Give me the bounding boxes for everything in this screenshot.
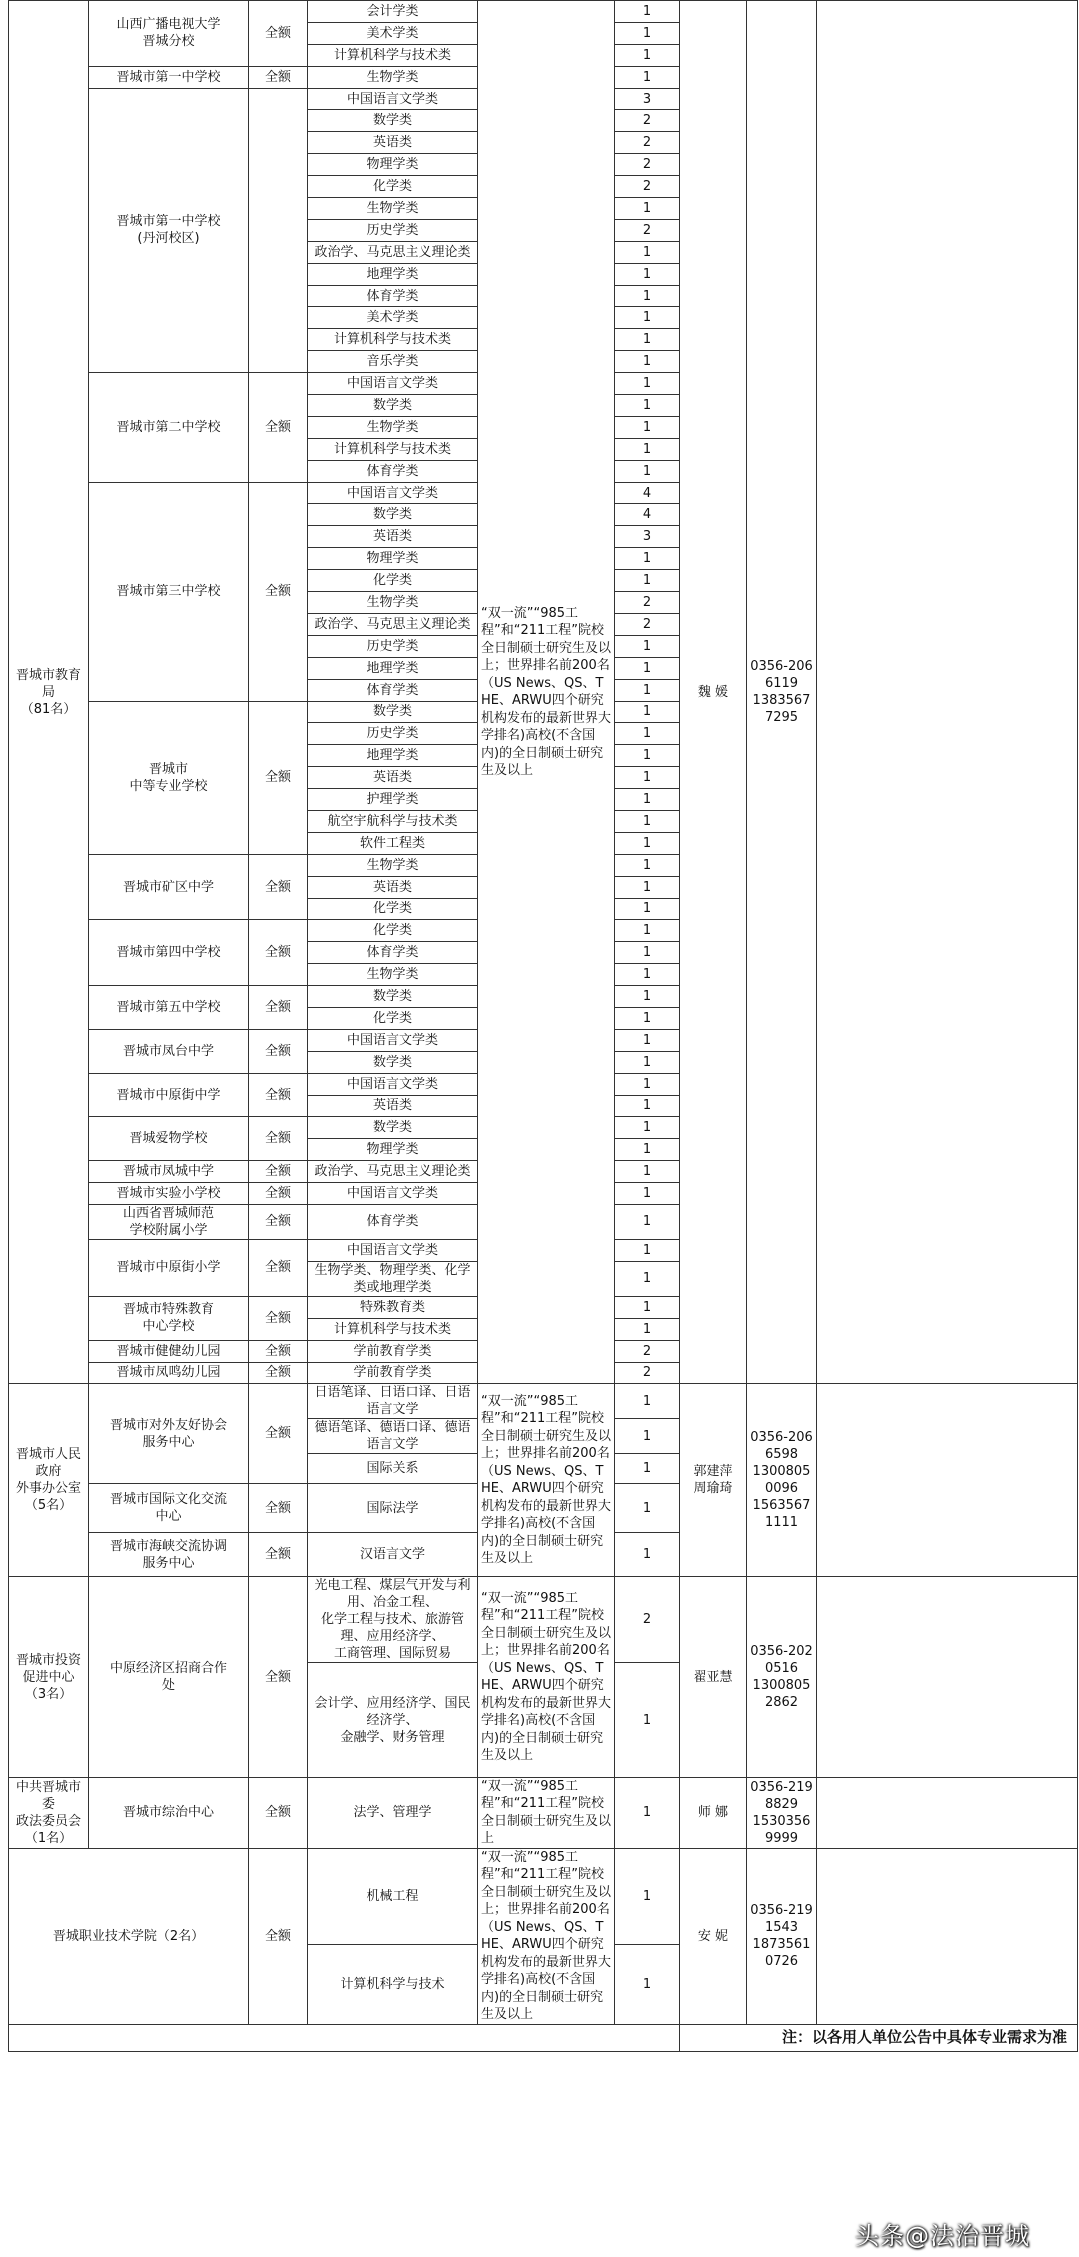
quota-cell: 1 xyxy=(615,1777,680,1848)
major-cell: 化学类 xyxy=(308,1007,478,1029)
contact-cell: 郭建萍 周瑜琦 xyxy=(680,1384,747,1577)
blank-cell xyxy=(817,1777,1078,1848)
funding-type-cell: 全额 xyxy=(249,1161,308,1183)
major-cell: 日语笔译、日语口译、日语语言文学 xyxy=(308,1384,478,1419)
major-cell: 计算机科学与技术类 xyxy=(308,329,478,351)
school-name-cell: 晋城市第一中学校 (丹河校区) xyxy=(89,88,249,373)
funding-type-cell: 全额 xyxy=(249,1384,308,1484)
quota-cell: 1 xyxy=(615,657,680,679)
major-cell: 光电工程、煤层气开发与利用、冶金工程、 化学工程与技术、旅游管理、应用经济学、 工商管理、国际贸易 xyxy=(308,1577,478,1663)
funding-type-cell: 全额 xyxy=(249,1577,308,1778)
contact-cell: 翟亚慧 xyxy=(680,1577,747,1778)
phone-cell: 0356-2191543 18735610726 xyxy=(747,1848,817,2024)
major-cell: 计算机科学与技术 xyxy=(308,1945,478,2025)
school-name-cell: 晋城市凤台中学 xyxy=(89,1029,249,1073)
contact-cell: 师 娜 xyxy=(680,1777,747,1848)
quota-cell: 2 xyxy=(615,132,680,154)
quota-cell: 1 xyxy=(615,1139,680,1161)
school-name-cell: 晋城市第二中学校 xyxy=(89,373,249,482)
quota-cell: 1 xyxy=(615,1073,680,1095)
major-cell: 中国语言文学类 xyxy=(308,1239,478,1261)
quota-cell: 1 xyxy=(615,1296,680,1318)
quota-cell: 1 xyxy=(615,1051,680,1073)
school-name-cell: 晋城爱物学校 xyxy=(89,1117,249,1161)
quota-cell: 1 xyxy=(615,679,680,701)
major-cell: 生物学类 xyxy=(308,964,478,986)
quota-cell: 1 xyxy=(615,1161,680,1183)
phone-cell: 0356-2066598 13008050096 15635671111 xyxy=(747,1384,817,1577)
contact-cell: 安 妮 xyxy=(680,1848,747,2024)
school-name-cell: 晋城市第四中学校 xyxy=(89,920,249,986)
quota-cell: 1 xyxy=(615,44,680,66)
major-cell: 生物学类 xyxy=(308,66,478,88)
major-cell: 地理学类 xyxy=(308,263,478,285)
school-name-cell: 晋城市第五中学校 xyxy=(89,986,249,1030)
funding-type-cell: 全额 xyxy=(249,701,308,854)
major-cell: 机械工程 xyxy=(308,1848,478,1945)
school-name-cell: 山西省晋城师范 学校附属小学 xyxy=(89,1204,249,1239)
funding-type-cell: 全额 xyxy=(249,373,308,482)
requirement-cell: “双一流”“985工程”和“211工程”院校全日制硕士研究生及以上；世界排名前200名（US News、QS、THE、ARWU四个研究机构发布的最新世界大学排名)高校(不含国内)的全日制硕士研究生及以上 xyxy=(478,1,615,1384)
table-row xyxy=(9,1777,1078,1848)
blank-cell xyxy=(817,1,1078,1384)
major-cell: 国际法学 xyxy=(308,1484,478,1532)
major-cell: 地理学类 xyxy=(308,657,478,679)
phone-cell: 0356-2020516 13008052862 xyxy=(747,1577,817,1778)
funding-type-cell xyxy=(249,88,308,373)
quota-cell: 1 xyxy=(615,66,680,88)
school-name-cell: 晋城市凤鸣幼儿园 xyxy=(89,1362,249,1384)
quota-cell: 1 xyxy=(615,986,680,1008)
quota-cell: 1 xyxy=(615,1183,680,1205)
quota-cell: 4 xyxy=(615,482,680,504)
major-cell: 英语类 xyxy=(308,1095,478,1117)
major-cell: 数学类 xyxy=(308,395,478,417)
requirement-cell: “双一流”“985工程”和“211工程”院校全日制硕士研究生及以上；世界排名前200名（US News、QS、THE、ARWU四个研究机构发布的最新世界大学排名)高校(不含国内)的全日制硕士研究生及以上 xyxy=(478,1384,615,1577)
funding-type-cell: 全额 xyxy=(249,482,308,701)
major-cell: 生物学类 xyxy=(308,592,478,614)
quota-cell: 1 xyxy=(615,832,680,854)
funding-type-cell: 全额 xyxy=(249,1484,308,1532)
major-cell: 数学类 xyxy=(308,1117,478,1139)
major-cell: 汉语言文学 xyxy=(308,1532,478,1577)
major-cell: 音乐学类 xyxy=(308,351,478,373)
funding-type-cell: 全额 xyxy=(249,1073,308,1117)
major-cell: 体育学类 xyxy=(308,285,478,307)
major-cell: 计算机科学与技术类 xyxy=(308,44,478,66)
major-cell: 德语笔译、德语口译、德语语言文学 xyxy=(308,1419,478,1454)
requirement-cell: “双一流”“985工程”和“211工程”院校全日制硕士研究生及以上 xyxy=(478,1777,615,1848)
quota-cell: 1 xyxy=(615,723,680,745)
quota-cell: 2 xyxy=(615,1362,680,1384)
major-cell: 化学类 xyxy=(308,920,478,942)
quota-cell: 1 xyxy=(615,351,680,373)
major-cell: 化学类 xyxy=(308,176,478,198)
school-name-cell: 晋城市中原街小学 xyxy=(89,1239,249,1296)
quota-cell: 1 xyxy=(615,1848,680,1945)
funding-type-cell: 全额 xyxy=(249,66,308,88)
quota-cell: 1 xyxy=(615,438,680,460)
major-cell: 物理学类 xyxy=(308,548,478,570)
quota-cell: 2 xyxy=(615,154,680,176)
blank-cell xyxy=(817,1848,1078,2024)
quota-cell: 2 xyxy=(615,110,680,132)
quota-cell: 1 xyxy=(615,1204,680,1239)
funding-type-cell: 全额 xyxy=(249,854,308,920)
funding-type-cell: 全额 xyxy=(249,986,308,1030)
funding-type-cell: 全额 xyxy=(249,1117,308,1161)
major-cell: 生物学类 xyxy=(308,416,478,438)
funding-type-cell: 全额 xyxy=(249,920,308,986)
major-cell: 历史学类 xyxy=(308,723,478,745)
major-cell: 美术学类 xyxy=(308,307,478,329)
quota-cell: 1 xyxy=(615,1663,680,1778)
major-cell: 政治学、马克思主义理论类 xyxy=(308,241,478,263)
school-name-cell: 晋城市第一中学校 xyxy=(89,66,249,88)
quota-cell: 1 xyxy=(615,395,680,417)
major-cell: 英语类 xyxy=(308,526,478,548)
quota-cell: 1 xyxy=(615,876,680,898)
school-name-cell: 晋城市特殊教育 中心学校 xyxy=(89,1296,249,1340)
major-cell: 中国语言文学类 xyxy=(308,482,478,504)
quota-cell: 1 xyxy=(615,1419,680,1454)
major-cell: 美术学类 xyxy=(308,22,478,44)
quota-cell: 1 xyxy=(615,789,680,811)
school-name-cell: 晋城市综治中心 xyxy=(89,1777,249,1848)
funding-type-cell: 全额 xyxy=(249,1204,308,1239)
major-cell: 生物学类 xyxy=(308,198,478,220)
funding-type-cell: 全额 xyxy=(249,1532,308,1577)
quota-cell: 1 xyxy=(615,416,680,438)
table-row xyxy=(9,1,1078,23)
major-cell: 会计学、应用经济学、国民经济学、 金融学、财务管理 xyxy=(308,1663,478,1778)
quota-cell: 1 xyxy=(615,1007,680,1029)
school-name-cell: 晋城市海峡交流协调 服务中心 xyxy=(89,1532,249,1577)
phone-cell: 0356-2066119 13835677295 xyxy=(747,1,817,1384)
major-cell: 政治学、马克思主义理论类 xyxy=(308,613,478,635)
quota-cell: 2 xyxy=(615,613,680,635)
school-name-cell: 晋城市中原街中学 xyxy=(89,1073,249,1117)
major-cell: 生物学类、物理学类、化学类或地理学类 xyxy=(308,1261,478,1296)
major-cell: 物理学类 xyxy=(308,1139,478,1161)
unit-name-cell: 晋城市人民政府 外事办公室 （5名） xyxy=(9,1384,89,1577)
major-cell: 法学、管理学 xyxy=(308,1777,478,1848)
recruitment-table xyxy=(8,0,1078,2052)
footnote-row xyxy=(9,2024,1078,2051)
major-cell: 英语类 xyxy=(308,132,478,154)
major-cell: 护理学类 xyxy=(308,789,478,811)
school-name-cell: 中原经济区招商合作 处 xyxy=(89,1577,249,1778)
unit-name-cell: 中共晋城市委 政法委员会 （1名） xyxy=(9,1777,89,1848)
quota-cell: 1 xyxy=(615,898,680,920)
quota-cell: 3 xyxy=(615,88,680,110)
quota-cell: 1 xyxy=(615,1117,680,1139)
quota-cell: 1 xyxy=(615,241,680,263)
school-name-cell: 晋城市健健幼儿园 xyxy=(89,1340,249,1362)
footnote-blank xyxy=(9,2024,680,2051)
major-cell: 物理学类 xyxy=(308,154,478,176)
major-cell: 数学类 xyxy=(308,110,478,132)
quota-cell: 1 xyxy=(615,285,680,307)
quota-cell: 1 xyxy=(615,198,680,220)
major-cell: 学前教育学类 xyxy=(308,1362,478,1384)
quota-cell: 1 xyxy=(615,1454,680,1484)
table-row xyxy=(9,1848,1078,1945)
major-cell: 历史学类 xyxy=(308,219,478,241)
quota-cell: 1 xyxy=(615,373,680,395)
funding-type-cell: 全额 xyxy=(249,1777,308,1848)
quota-cell: 1 xyxy=(615,1239,680,1261)
funding-type-cell: 全额 xyxy=(249,1029,308,1073)
quota-cell: 1 xyxy=(615,1318,680,1340)
contact-cell: 魏 媛 xyxy=(680,1,747,1384)
quota-cell: 1 xyxy=(615,745,680,767)
major-cell: 体育学类 xyxy=(308,460,478,482)
funding-type-cell: 全额 xyxy=(249,1183,308,1205)
major-cell: 英语类 xyxy=(308,876,478,898)
funding-type-cell: 全额 xyxy=(249,1,308,67)
quota-cell: 2 xyxy=(615,1577,680,1663)
unit-name-cell: 晋城职业技术学院（2名） xyxy=(9,1848,249,2024)
quota-cell: 1 xyxy=(615,1029,680,1051)
school-name-cell: 晋城市凤城中学 xyxy=(89,1161,249,1183)
quota-cell: 1 xyxy=(615,701,680,723)
funding-type-cell: 全额 xyxy=(249,1848,308,2024)
major-cell: 中国语言文学类 xyxy=(308,1183,478,1205)
quota-cell: 2 xyxy=(615,592,680,614)
funding-type-cell: 全额 xyxy=(249,1296,308,1340)
major-cell: 航空宇航科学与技术类 xyxy=(308,810,478,832)
quota-cell: 1 xyxy=(615,635,680,657)
school-name-cell: 山西广播电视大学 晋城分校 xyxy=(89,1,249,67)
school-name-cell: 晋城市矿区中学 xyxy=(89,854,249,920)
quota-cell: 2 xyxy=(615,1340,680,1362)
watermark-text: 头条@法治晋城 xyxy=(855,2222,1030,2250)
quota-cell: 1 xyxy=(615,460,680,482)
unit-name-cell: 晋城市投资 促进中心 （3名） xyxy=(9,1577,89,1778)
quota-cell: 1 xyxy=(615,1945,680,2025)
requirement-cell: “双一流”“985工程”和“211工程”院校全日制硕士研究生及以上；世界排名前200名（US News、QS、THE、ARWU四个研究机构发布的最新世界大学排名)高校(不含国内)的全日制硕士研究生及以上 xyxy=(478,1848,615,2024)
funding-type-cell: 全额 xyxy=(249,1362,308,1384)
quota-cell: 1 xyxy=(615,1,680,23)
major-cell: 化学类 xyxy=(308,898,478,920)
major-cell: 数学类 xyxy=(308,701,478,723)
quota-cell: 1 xyxy=(615,22,680,44)
quota-cell: 1 xyxy=(615,1532,680,1577)
major-cell: 生物学类 xyxy=(308,854,478,876)
major-cell: 体育学类 xyxy=(308,1204,478,1239)
quota-cell: 1 xyxy=(615,767,680,789)
quota-cell: 1 xyxy=(615,1095,680,1117)
major-cell: 中国语言文学类 xyxy=(308,373,478,395)
major-cell: 政治学、马克思主义理论类 xyxy=(308,1161,478,1183)
funding-type-cell: 全额 xyxy=(249,1239,308,1296)
major-cell: 中国语言文学类 xyxy=(308,1073,478,1095)
major-cell: 体育学类 xyxy=(308,679,478,701)
major-cell: 中国语言文学类 xyxy=(308,88,478,110)
major-cell: 化学类 xyxy=(308,570,478,592)
footnote: 注：以各用人单位公告中具体专业需求为准 xyxy=(680,2024,1078,2051)
major-cell: 体育学类 xyxy=(308,942,478,964)
major-cell: 中国语言文学类 xyxy=(308,1029,478,1051)
major-cell: 英语类 xyxy=(308,767,478,789)
quota-cell: 1 xyxy=(615,329,680,351)
school-name-cell: 晋城市第三中学校 xyxy=(89,482,249,701)
school-name-cell: 晋城市国际文化交流 中心 xyxy=(89,1484,249,1532)
quota-cell: 1 xyxy=(615,942,680,964)
major-cell: 会计学类 xyxy=(308,1,478,23)
major-cell: 学前教育学类 xyxy=(308,1340,478,1362)
quota-cell: 2 xyxy=(615,219,680,241)
quota-cell: 1 xyxy=(615,307,680,329)
quota-cell: 1 xyxy=(615,920,680,942)
blank-cell xyxy=(817,1384,1078,1577)
quota-cell: 1 xyxy=(615,1384,680,1419)
quota-cell: 1 xyxy=(615,570,680,592)
major-cell: 计算机科学与技术类 xyxy=(308,438,478,460)
major-cell: 历史学类 xyxy=(308,635,478,657)
major-cell: 数学类 xyxy=(308,504,478,526)
quota-cell: 3 xyxy=(615,526,680,548)
major-cell: 地理学类 xyxy=(308,745,478,767)
quota-cell: 1 xyxy=(615,1261,680,1296)
major-cell: 计算机科学与技术类 xyxy=(308,1318,478,1340)
major-cell: 数学类 xyxy=(308,986,478,1008)
requirement-cell: “双一流”“985工程”和“211工程”院校全日制硕士研究生及以上；世界排名前200名（US News、QS、THE、ARWU四个研究机构发布的最新世界大学排名)高校(不含国内)的全日制硕士研究生及以上 xyxy=(478,1577,615,1778)
major-cell: 特殊教育类 xyxy=(308,1296,478,1318)
quota-cell: 1 xyxy=(615,1484,680,1532)
phone-cell: 0356-2198829 15303569999 xyxy=(747,1777,817,1848)
major-cell: 数学类 xyxy=(308,1051,478,1073)
blank-cell xyxy=(817,1577,1078,1778)
quota-cell: 4 xyxy=(615,504,680,526)
table-row xyxy=(9,1384,1078,1419)
quota-cell: 2 xyxy=(615,176,680,198)
school-name-cell: 晋城市对外友好协会 服务中心 xyxy=(89,1384,249,1484)
quota-cell: 1 xyxy=(615,810,680,832)
major-cell: 软件工程类 xyxy=(308,832,478,854)
major-cell: 国际关系 xyxy=(308,1454,478,1484)
quota-cell: 1 xyxy=(615,548,680,570)
funding-type-cell: 全额 xyxy=(249,1340,308,1362)
quota-cell: 1 xyxy=(615,263,680,285)
school-name-cell: 晋城市实验小学校 xyxy=(89,1183,249,1205)
quota-cell: 1 xyxy=(615,854,680,876)
table-row xyxy=(9,1577,1078,1663)
quota-cell: 1 xyxy=(615,964,680,986)
unit-name-cell: 晋城市教育局 （81名） xyxy=(9,1,89,1384)
school-name-cell: 晋城市 中等专业学校 xyxy=(89,701,249,854)
